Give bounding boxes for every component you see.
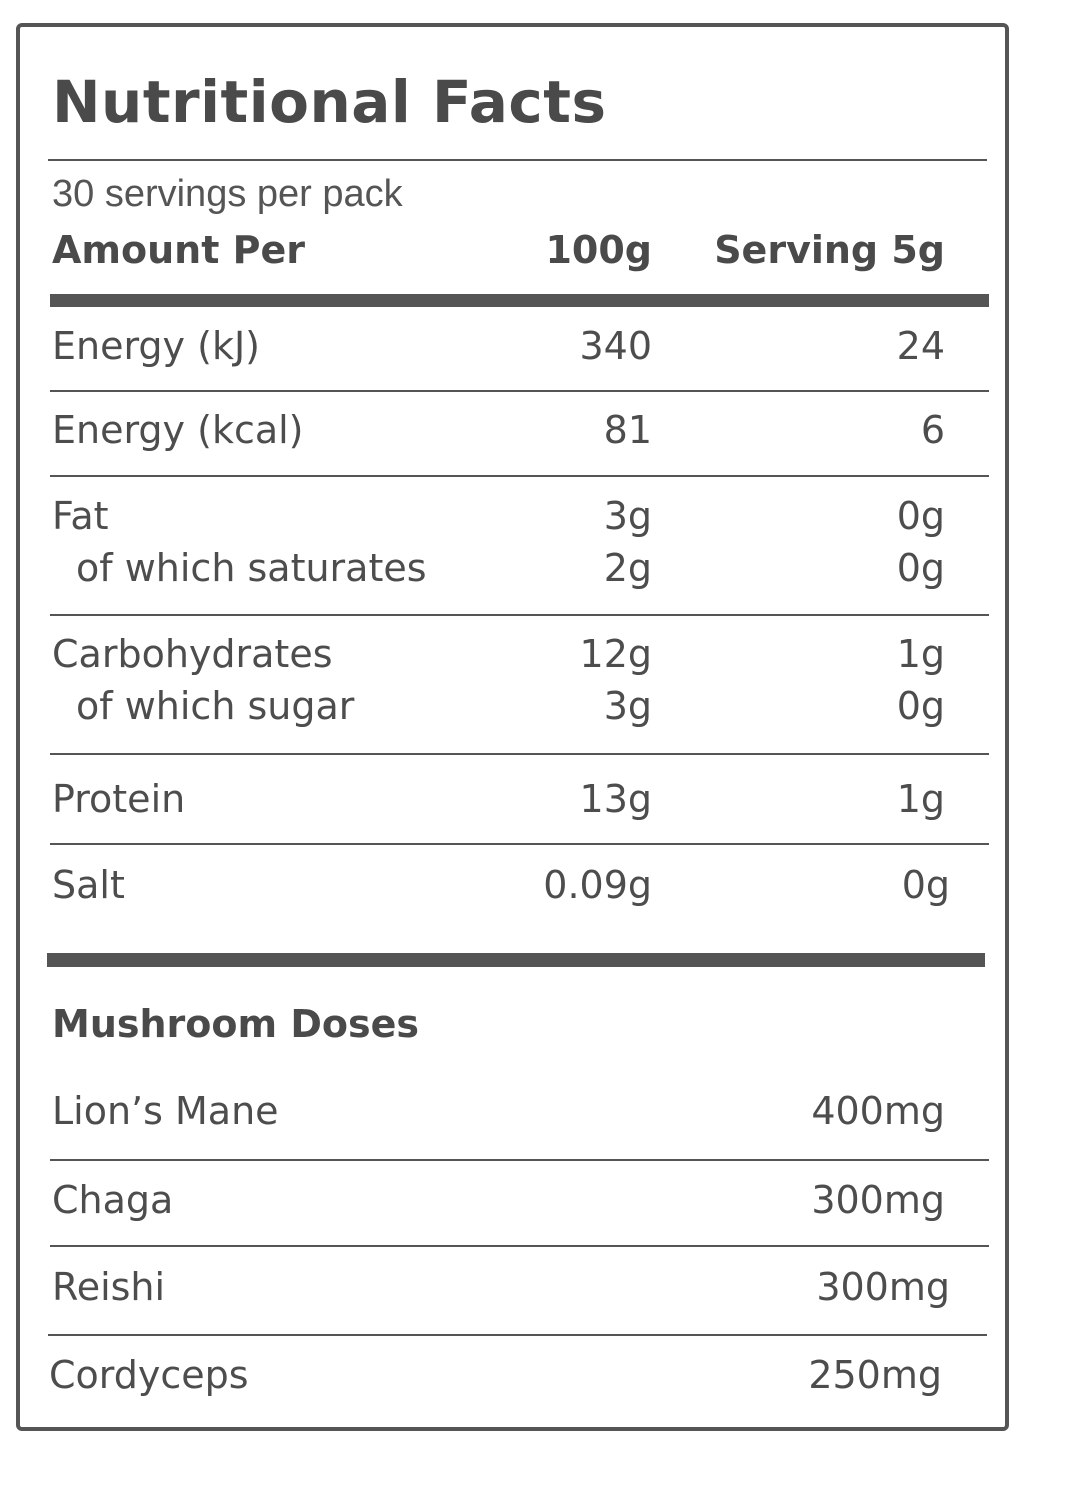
row-label: Energy (kJ): [52, 324, 260, 368]
row-value-serving: 1g: [896, 632, 945, 676]
page-title: Nutritional Facts: [52, 68, 607, 136]
servings-text: 30 servings per pack: [52, 173, 403, 215]
dose-label: Reishi: [52, 1265, 166, 1309]
row-value-100g: 12g: [579, 632, 652, 676]
row-label: Salt: [52, 863, 125, 907]
dose-value: 300mg: [816, 1265, 950, 1309]
row-value-serving: 0g: [896, 494, 945, 538]
thick-divider: [47, 953, 985, 967]
row-value-serving: 24: [896, 324, 945, 368]
row-value-serving: 0g: [896, 684, 945, 728]
row-value-100g: 340: [579, 324, 652, 368]
dose-label: Chaga: [52, 1178, 174, 1222]
divider: [50, 843, 989, 845]
row-label: Energy (kcal): [52, 408, 304, 452]
dose-label: Cordyceps: [49, 1353, 249, 1397]
row-label: Carbohydrates: [52, 632, 333, 676]
row-sublabel: of which saturates: [76, 546, 427, 590]
dose-value: 300mg: [811, 1178, 945, 1222]
divider: [50, 390, 989, 392]
row-sublabel: of which sugar: [76, 684, 355, 728]
divider: [48, 159, 987, 161]
row-value-serving: 0g: [896, 546, 945, 590]
header-100g: 100g: [545, 228, 652, 272]
row-value-100g: 3g: [603, 684, 652, 728]
row-value-serving: 0g: [901, 863, 950, 907]
row-value-serving: 1g: [896, 777, 945, 821]
header-serving: Serving 5g: [714, 228, 945, 272]
dose-label: Lion’s Mane: [52, 1089, 279, 1133]
divider: [50, 614, 989, 616]
divider: [50, 753, 989, 755]
row-value-100g: 2g: [603, 546, 652, 590]
dose-value: 400mg: [811, 1089, 945, 1133]
row-value-100g: 81: [603, 408, 652, 452]
row-value-100g: 0.09g: [543, 863, 652, 907]
row-value-serving: 6: [920, 408, 945, 452]
header-amount-per: Amount Per: [52, 228, 305, 272]
row-label: Fat: [52, 494, 109, 538]
thick-divider: [50, 294, 989, 307]
section-title: Mushroom Doses: [52, 1002, 419, 1046]
divider: [50, 475, 989, 477]
divider: [48, 1334, 987, 1336]
row-value-100g: 3g: [603, 494, 652, 538]
row-label: Protein: [52, 777, 186, 821]
dose-value: 250mg: [808, 1353, 942, 1397]
divider: [50, 1159, 989, 1161]
divider: [50, 1245, 989, 1247]
row-value-100g: 13g: [579, 777, 652, 821]
